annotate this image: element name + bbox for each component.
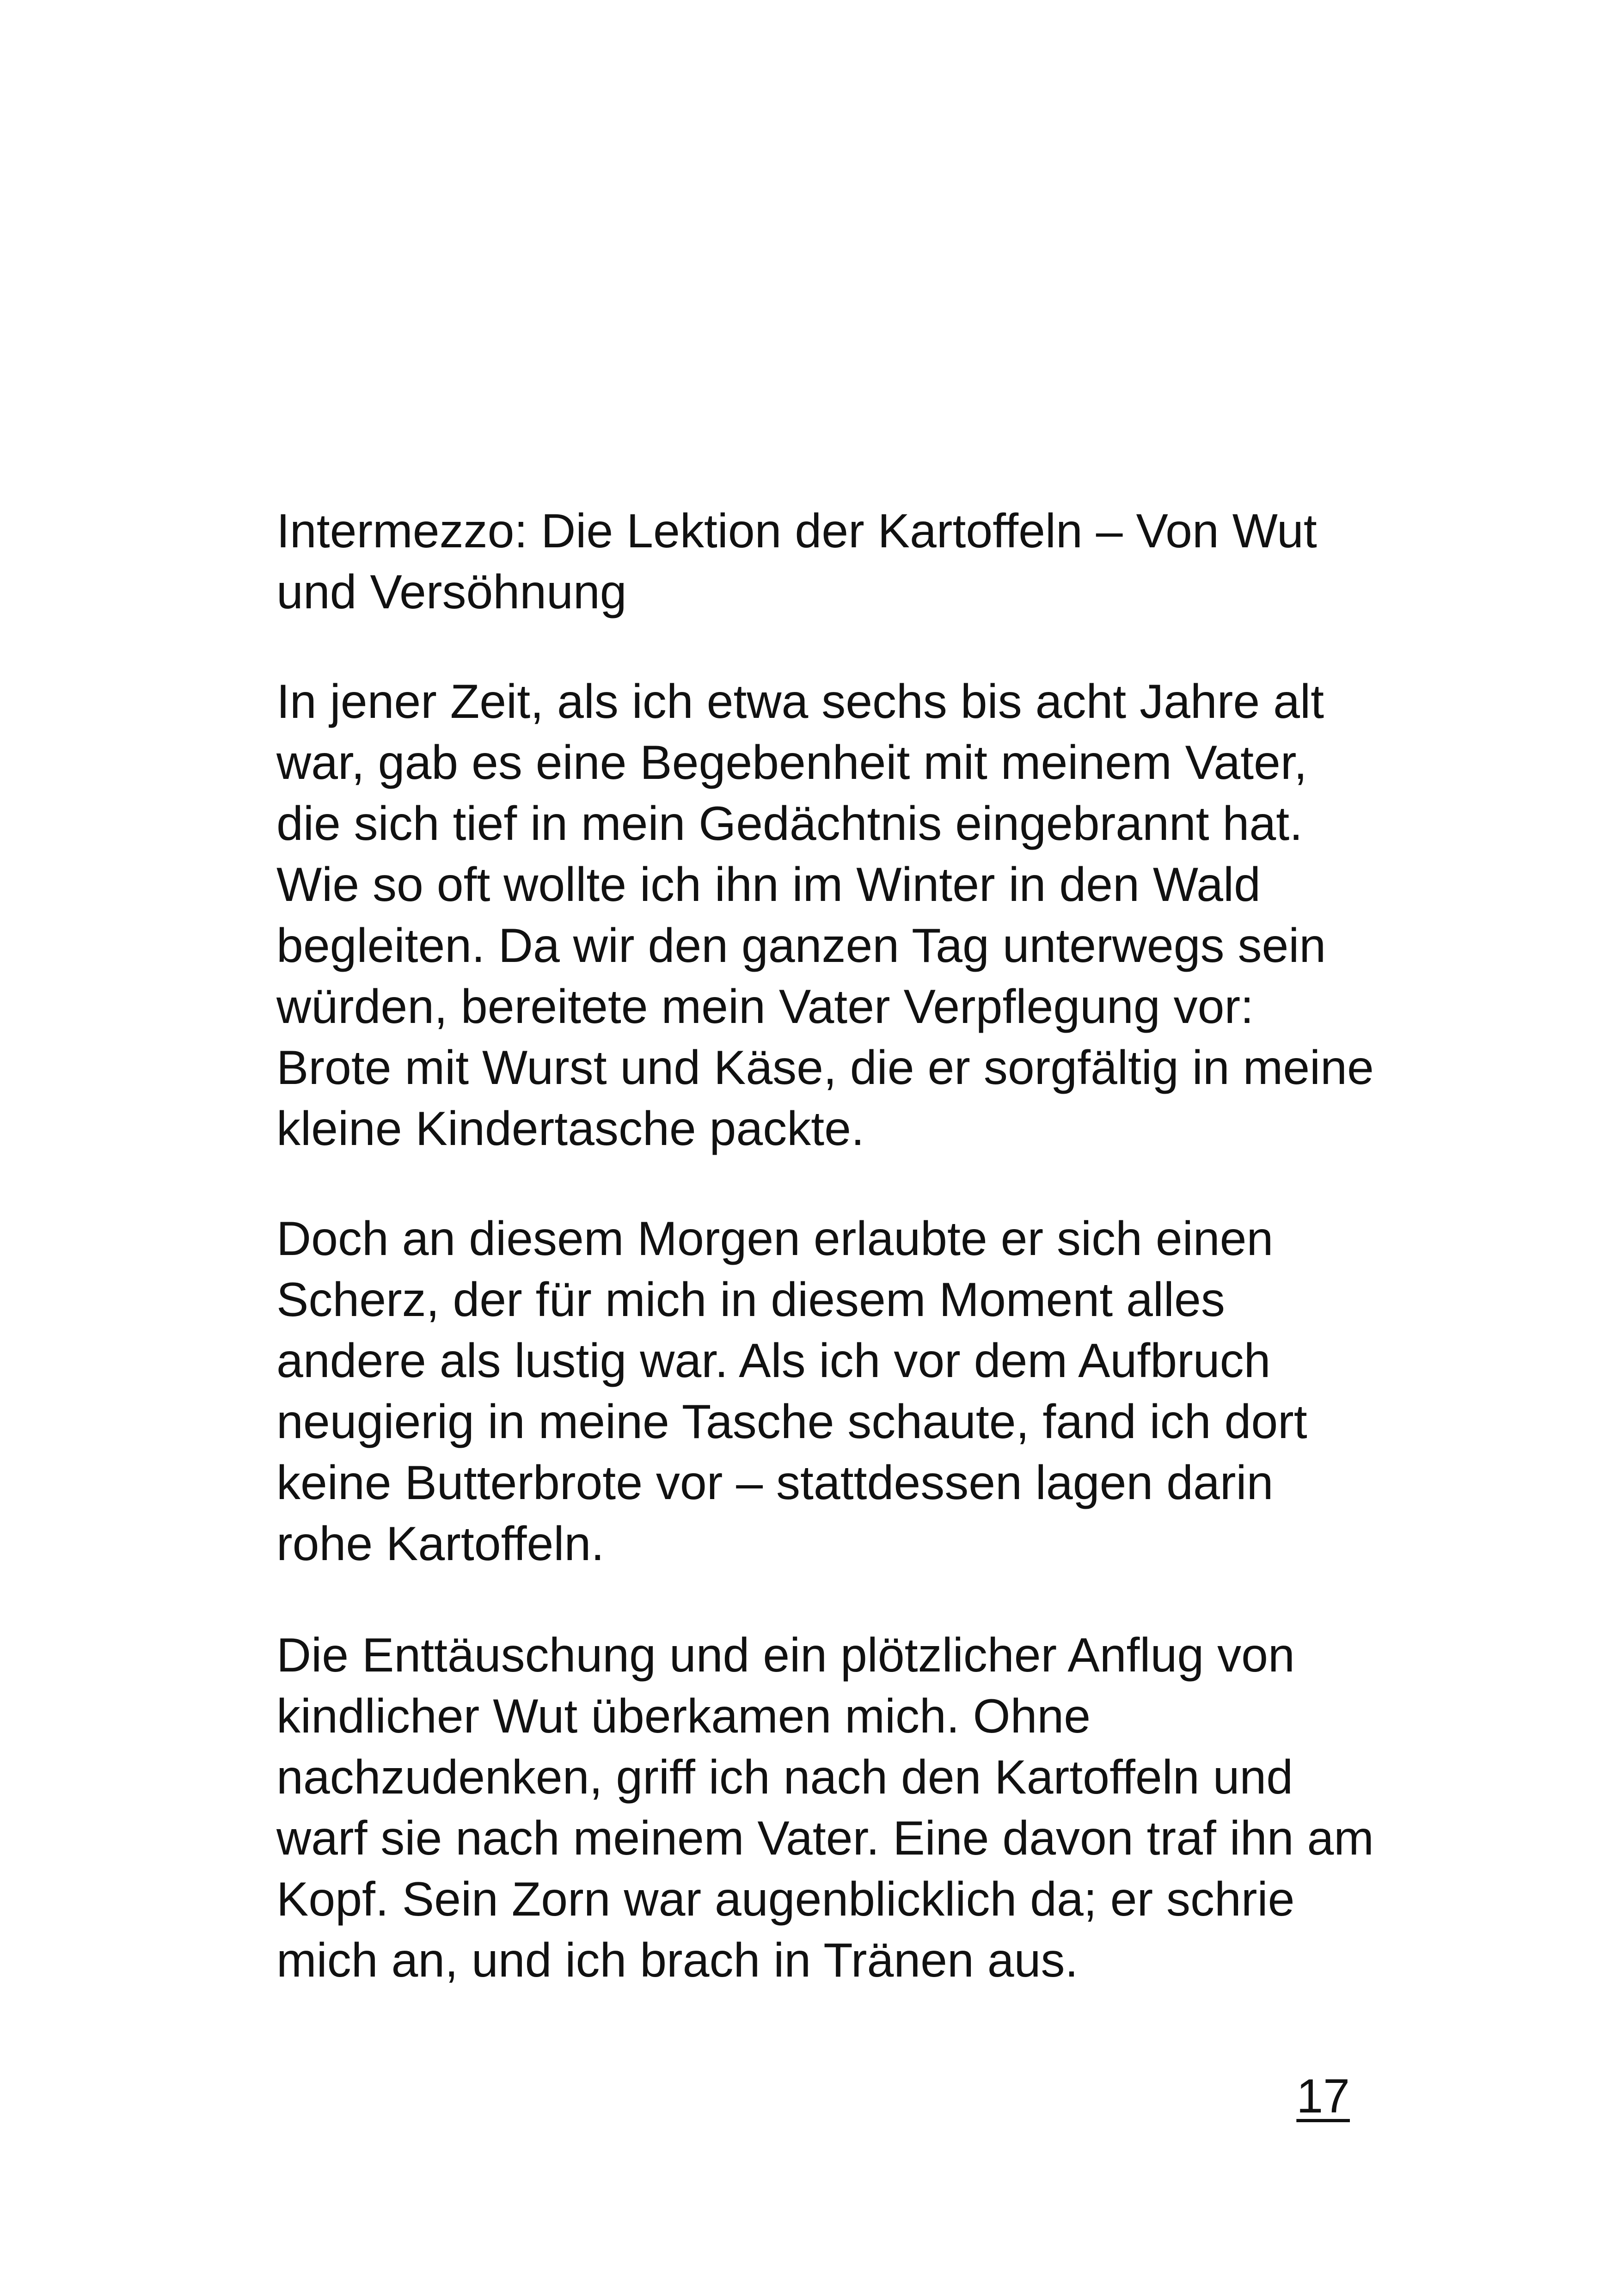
- text-line: war, gab es eine Begebenheit mit meinem Vater,: [276, 736, 1307, 790]
- text-line: andere als lustig war. Als ich vor dem Aufbruch: [276, 1334, 1271, 1388]
- text-line: rohe Kartoffeln.: [276, 1517, 605, 1571]
- paragraph-3: [276, 1625, 1395, 1991]
- text-line: Doch an diesem Morgen erlaubte er sich einen: [276, 1212, 1274, 1266]
- chapter-title: [276, 501, 1395, 623]
- text-line: In jener Zeit, als ich etwa sechs bis acht Jahre alt: [276, 675, 1324, 729]
- text-line: die sich tief in mein Gedächtnis eingebrannt hat.: [276, 797, 1303, 851]
- text-line: begleiten. Da wir den ganzen Tag unterwegs sein: [276, 919, 1326, 973]
- paragraph-1: [276, 671, 1395, 1159]
- text-line: Scherz, der für mich in diesem Moment alles: [276, 1273, 1225, 1327]
- paragraph-2: [276, 1208, 1395, 1574]
- text-line: Die Enttäuschung und ein plötzlicher Anflug von: [276, 1629, 1295, 1682]
- title-line: Intermezzo: Die Lektion der Kartoffeln – Von Wut: [276, 504, 1317, 558]
- text-line: Brote mit Wurst und Käse, die er sorgfältig in meine: [276, 1041, 1374, 1095]
- text-line: Wie so oft wollte ich ihn im Winter in den Wald: [276, 858, 1261, 912]
- text-line: neugierig in meine Tasche schaute, fand ich dort: [276, 1395, 1307, 1449]
- text-line: kindlicher Wut überkamen mich. Ohne: [276, 1690, 1091, 1743]
- text-line: warf sie nach meinem Vater. Eine davon traf ihn am: [276, 1812, 1374, 1865]
- title-line: und Versöhnung: [276, 565, 627, 619]
- text-line: keine Butterbrote vor – stattdessen lagen darin: [276, 1456, 1274, 1510]
- text-line: nachzudenken, griff ich nach den Kartoffeln und: [276, 1751, 1293, 1804]
- text-line: Kopf. Sein Zorn war augenblicklich da; er schrie: [276, 1873, 1295, 1926]
- text-line: würden, bereitete mein Vater Verpflegung vor:: [276, 980, 1254, 1034]
- page-number: 17: [1296, 2069, 1350, 2123]
- text-line: mich an, und ich brach in Tränen aus.: [276, 1934, 1079, 1987]
- text-line: kleine Kindertasche packte.: [276, 1102, 864, 1156]
